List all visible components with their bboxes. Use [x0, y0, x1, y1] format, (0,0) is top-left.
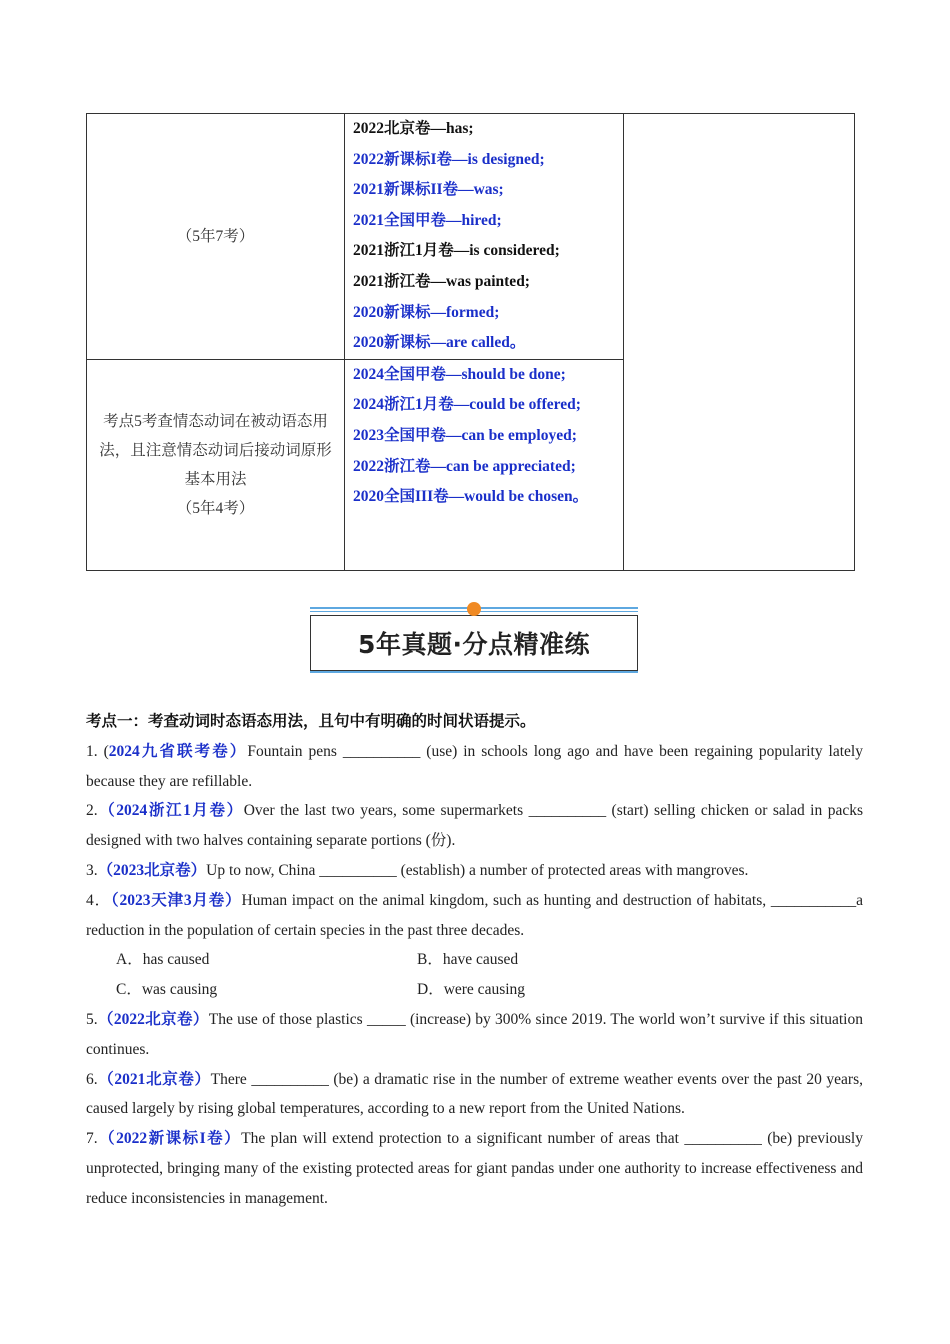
question-number: 7. — [86, 1130, 98, 1148]
example-item: 2020新课标—formed; — [353, 303, 500, 321]
table-row — [87, 114, 855, 360]
banner-title: 5年真题·分点精准练 — [310, 615, 638, 671]
question-number: 6. — [86, 1070, 98, 1088]
question-source: （2022新课标I卷） — [97, 1130, 242, 1148]
question-source: 2024九省联考卷） — [108, 742, 248, 760]
section-banner — [310, 605, 638, 673]
example-item: 2024浙江1月卷—could be offered; — [353, 396, 581, 414]
question-item — [86, 1065, 863, 1125]
question-text: The use of those plastics _____ (increase) by 300% since 2019. The world won’t survive if this situation continues. — [86, 1010, 863, 1058]
question-number: 4． — [86, 891, 111, 909]
banner-line — [310, 671, 638, 673]
question-text: Fountain pens __________ (use) in schools long ago and have been regaining popularity lately because they are refillable. — [86, 742, 863, 790]
option-d: D．were causing — [417, 981, 526, 999]
options-row — [86, 975, 863, 1005]
example-item: 2020新课标—are called。 — [353, 334, 526, 352]
question-source: （2024浙江1月卷） — [97, 802, 244, 820]
option-a: A．has caused — [116, 951, 210, 969]
example-item: 2021全国甲卷—hired; — [353, 211, 502, 229]
question-number: 2. — [86, 802, 98, 820]
option-c: C．was causing — [116, 981, 218, 999]
question-item — [86, 1005, 863, 1065]
question-text: Over the last two years, some supermarkets __________ (start) selling chicken or salad in packs designed with two halves containing separate portions (份). — [86, 802, 863, 850]
question-source: （2022北京卷） — [97, 1010, 209, 1028]
question-item — [86, 737, 863, 797]
options-row — [86, 945, 863, 975]
example-item: 2024全国甲卷—should be done; — [353, 365, 566, 383]
question-number: 3. — [86, 861, 98, 879]
option-b: B．have caused — [417, 951, 519, 969]
question-source: （2023北京卷） — [97, 861, 207, 879]
question-item — [86, 886, 863, 946]
example-item: 2023全国甲卷—can be employed; — [353, 426, 577, 444]
question-section — [86, 707, 863, 1214]
banner-dot-icon — [467, 602, 481, 616]
example-item: 2022北京卷—has; — [353, 120, 474, 137]
question-source: （2023天津3月卷） — [110, 891, 242, 909]
example-item: 2022浙江卷—can be appreciated; — [353, 457, 576, 475]
summary-table — [86, 113, 855, 571]
table-cell-left — [87, 114, 345, 360]
table-cell-examples — [345, 114, 624, 360]
question-number: 5. — [86, 1010, 98, 1028]
question-text: There __________ (be) a dramatic rise in the number of extreme weather events over the past 20 years, caused largely by rising global temperatures, according to a new report from the United Nations. — [86, 1070, 863, 1118]
question-item — [86, 796, 863, 856]
cell-left-count: （5年4考） — [176, 499, 255, 517]
example-item: 2021浙江1月卷—is considered; — [353, 242, 560, 260]
table-cell-left — [87, 359, 345, 570]
question-text: The plan will extend protection to a significant number of areas that __________ (be) previously unprotected, bringing many of the existing protected areas for giant pandas under one authority to increase effectiveness and reduce inconsistencies in management. — [86, 1130, 863, 1207]
question-source: （2021北京卷） — [97, 1070, 211, 1088]
table-cell-examples — [345, 359, 624, 570]
question-item — [86, 856, 863, 886]
example-item: 2021浙江卷—was painted; — [353, 272, 530, 290]
example-item: 2021新课标II卷—was; — [353, 181, 504, 199]
section-heading: 考点一：考查动词时态语态用法，且句中有明确的时间状语提示。 — [86, 713, 536, 730]
question-text: Human impact on the animal kingdom, such as hunting and destruction of habitats, ___________a reduction in the population of certain species in the past three decades. — [86, 891, 863, 939]
example-item: 2022新课标I卷—is designed; — [353, 150, 545, 168]
question-number: 1. ( — [86, 742, 109, 760]
example-item: 2020全国III卷—would be chosen。 — [353, 488, 589, 506]
table-cell-empty — [624, 114, 855, 571]
cell-left-text: （5年7考） — [176, 227, 255, 245]
cell-left-text: 考点5考查情态动词在被动语态用法，且注意情态动词后接动词原形基本用法 — [99, 412, 332, 488]
question-item — [86, 1124, 863, 1213]
question-text: Up to now, China __________ (establish) a number of protected areas with mangroves. — [206, 861, 749, 879]
